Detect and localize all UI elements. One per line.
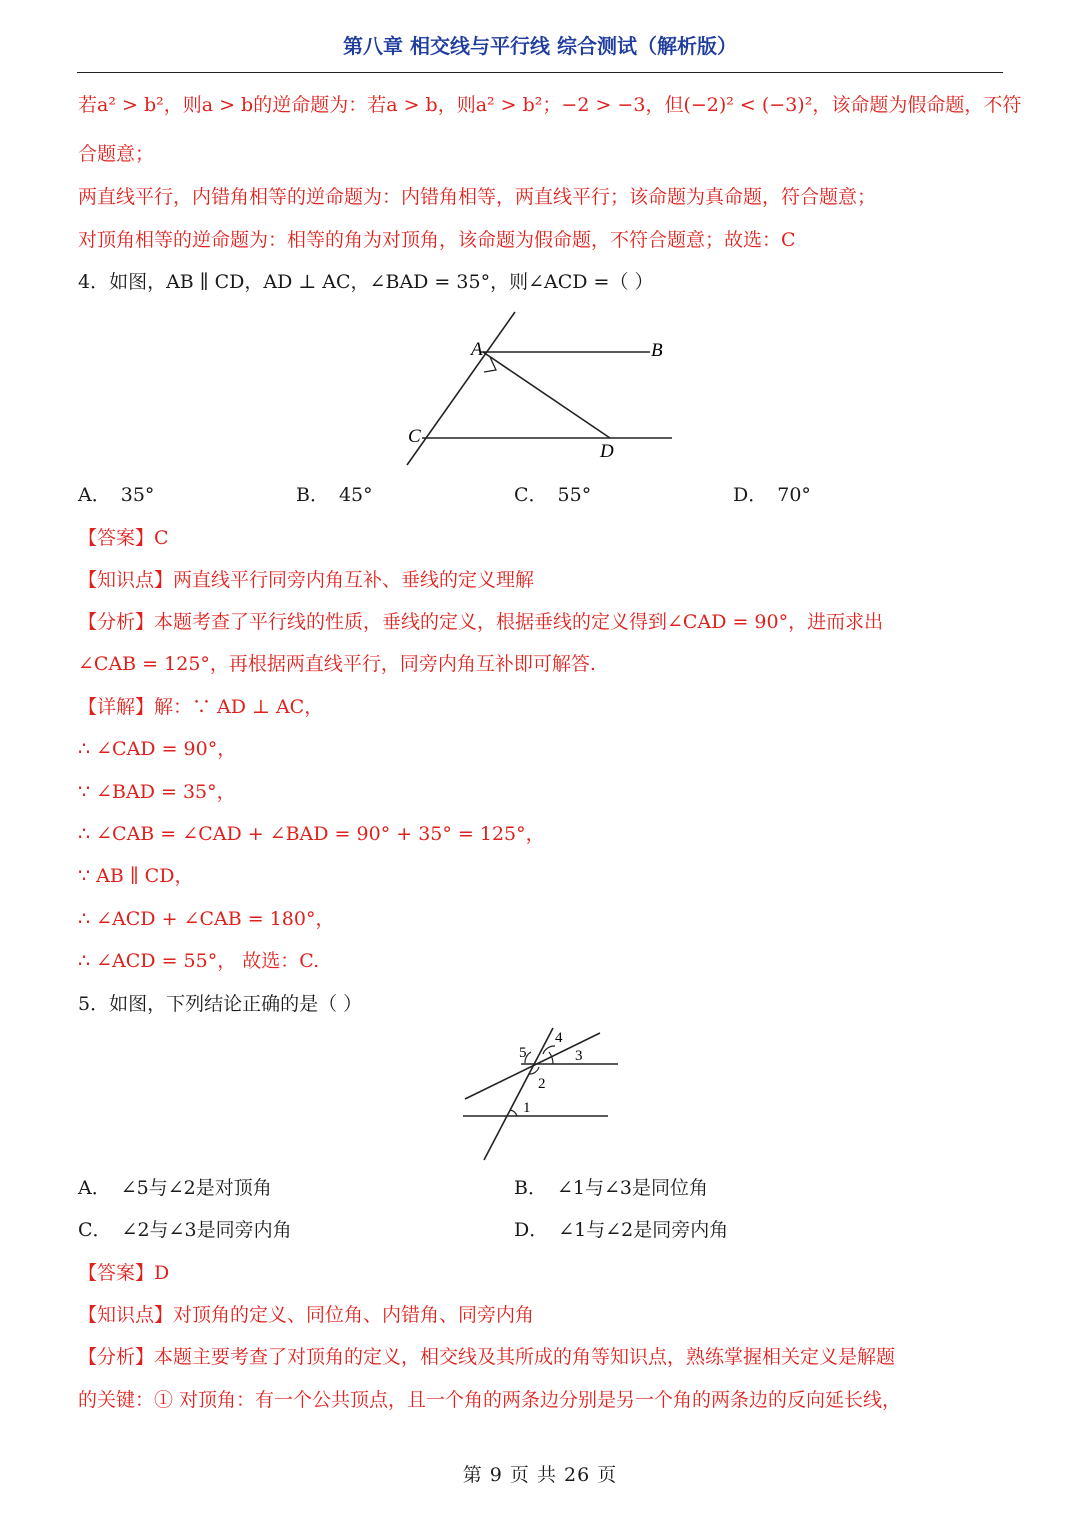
q4-step-6-text: ∴ ∠ACD = 55°， — [78, 950, 237, 972]
q3-analysis-line-3: 两直线平行，内错角相等的逆命题为：内错角相等，两直线平行；该命题为真命题，符合题意； — [78, 186, 877, 208]
q5-answer — [78, 1259, 1008, 1287]
q4-line-transversal — [407, 312, 515, 465]
q4-knowledge-label: 【知识点】 — [78, 569, 174, 591]
q5-answer-value: D — [154, 1262, 170, 1284]
q5-analysis-text-1: 本题主要考查了对顶角的定义，相交线及其所成的角等知识点，熟练掌握相关定义是解题 — [154, 1346, 896, 1368]
q4-option-d-value: 70° — [777, 484, 811, 506]
q4-detail — [78, 693, 1008, 721]
q5-option-b[interactable] — [514, 1174, 708, 1202]
q5-label-1: 1 — [523, 1100, 531, 1116]
q4-option-d-key: D． — [733, 484, 768, 506]
page-footer: 第 9 页 共 26 页 — [462, 1464, 618, 1486]
q4-step-5: ∴ ∠ACD + ∠CAB = 180°， — [78, 908, 335, 930]
q5-label-3: 3 — [575, 1048, 583, 1064]
q4-analysis-2: ∠CAB = 125°，再根据两直线平行，同旁内角互补即可解答. — [78, 653, 596, 675]
q4-knowledge-text: 两直线平行同旁内角互补、垂线的定义理解 — [173, 569, 535, 591]
q5-option-c-value: ∠2与∠3是同旁内角 — [121, 1219, 292, 1241]
q5-option-b-key: B． — [514, 1177, 547, 1199]
q4-label-d: D — [600, 441, 614, 462]
q5-option-d-value: ∠1与∠2是同旁内角 — [558, 1219, 729, 1241]
q5-stem: 5．如图，下列结论正确的是（ ） — [78, 993, 363, 1015]
q4-step-4: ∵ AB ∥ CD， — [78, 865, 194, 887]
q5-figure — [455, 1022, 625, 1167]
q5-option-d-key: D． — [514, 1219, 549, 1241]
q4-analysis-label: 【分析】 — [78, 611, 155, 633]
q5-answer-label: 【答案】 — [78, 1262, 155, 1284]
q3-analysis-line-4: 对顶角相等的逆命题为：相等的角为对顶角，该命题为假命题，不符合题意；故选：C — [78, 229, 796, 251]
q4-label-b: B — [651, 340, 663, 361]
q5-option-b-value: ∠1与∠3是同位角 — [556, 1177, 708, 1199]
q5-knowledge-label: 【知识点】 — [78, 1304, 174, 1326]
q5-label-2: 2 — [538, 1076, 546, 1092]
q5-analysis-2: 的关键：① 对顶角：有一个公共顶点，且一个角的两条边分别是另一个角的两条边的反向延长线， — [78, 1389, 902, 1411]
q4-option-a-key: A． — [78, 484, 111, 506]
q4-figure — [395, 305, 685, 470]
q4-step-1: ∴ ∠CAD = 90°， — [78, 738, 237, 760]
q4-option-c-key: C． — [514, 484, 548, 506]
q4-line-ad — [483, 352, 610, 438]
q4-detail-label: 【详解】 — [78, 696, 155, 718]
q5-label-5: 5 — [519, 1045, 527, 1061]
q4-answer-label: 【答案】 — [78, 527, 155, 549]
q4-label-c: C — [408, 426, 421, 447]
q4-option-c-value: 55° — [557, 484, 592, 506]
q4-analysis-1 — [78, 608, 1008, 636]
q4-detail-intro: 解：∵ AD ⊥ AC， — [154, 696, 324, 718]
q4-option-b-key: B． — [296, 484, 329, 506]
q4-option-d[interactable] — [733, 481, 811, 509]
q4-step-2: ∵ ∠BAD = 35°， — [78, 781, 236, 803]
q4-label-a: A — [471, 339, 483, 360]
q4-conclusion: 故选：C. — [242, 950, 320, 972]
q4-knowledge — [78, 566, 1008, 594]
q5-option-a[interactable] — [78, 1174, 272, 1202]
q4-option-b-value: 45° — [338, 484, 373, 506]
header-divider — [77, 72, 1003, 73]
q5-arc-1 — [510, 1110, 517, 1116]
q5-analysis-label: 【分析】 — [78, 1346, 155, 1368]
q4-option-b[interactable] — [296, 481, 373, 509]
q5-label-4: 4 — [555, 1030, 563, 1046]
q4-answer — [78, 524, 1008, 552]
q4-option-c[interactable] — [514, 481, 591, 509]
q5-option-a-key: A． — [78, 1177, 111, 1199]
q4-answer-value: C — [154, 527, 169, 549]
q5-option-c-key: C． — [78, 1219, 112, 1241]
q4-option-a[interactable] — [78, 481, 154, 509]
q5-knowledge — [78, 1301, 1008, 1329]
q5-option-d[interactable] — [514, 1216, 728, 1244]
q4-option-a-value: 35° — [120, 484, 155, 506]
page-header-title: 第八章 相交线与平行线 综合测试（解析版） — [343, 34, 737, 58]
q5-option-c[interactable] — [78, 1216, 292, 1244]
q5-analysis-1 — [78, 1343, 1008, 1371]
q4-step-6 — [78, 947, 1008, 975]
q4-stem: 4．如图，AB ∥ CD，AD ⊥ AC，∠BAD = 35°，则∠ACD =（ ） — [78, 271, 654, 293]
q4-analysis-text-1: 本题考查了平行线的性质，垂线的定义，根据垂线的定义得到∠CAD = 90°，进而求出 — [154, 611, 884, 633]
q3-analysis-line-1: 若a² > b²，则a > b的逆命题为：若a > b，则a² > b²；−2 > −3，但(−2)² < (−3)²，该命题为假命题，不符 — [78, 94, 1022, 116]
q5-option-a-value: ∠5与∠2是对顶角 — [120, 1177, 272, 1199]
q5-knowledge-text: 对顶角的定义、同位角、内错角、同旁内角 — [173, 1304, 535, 1326]
q4-step-3: ∴ ∠CAB = ∠CAD + ∠BAD = 90° + 35° = 125°， — [78, 823, 545, 845]
q3-analysis-line-2: 合题意； — [78, 143, 155, 165]
